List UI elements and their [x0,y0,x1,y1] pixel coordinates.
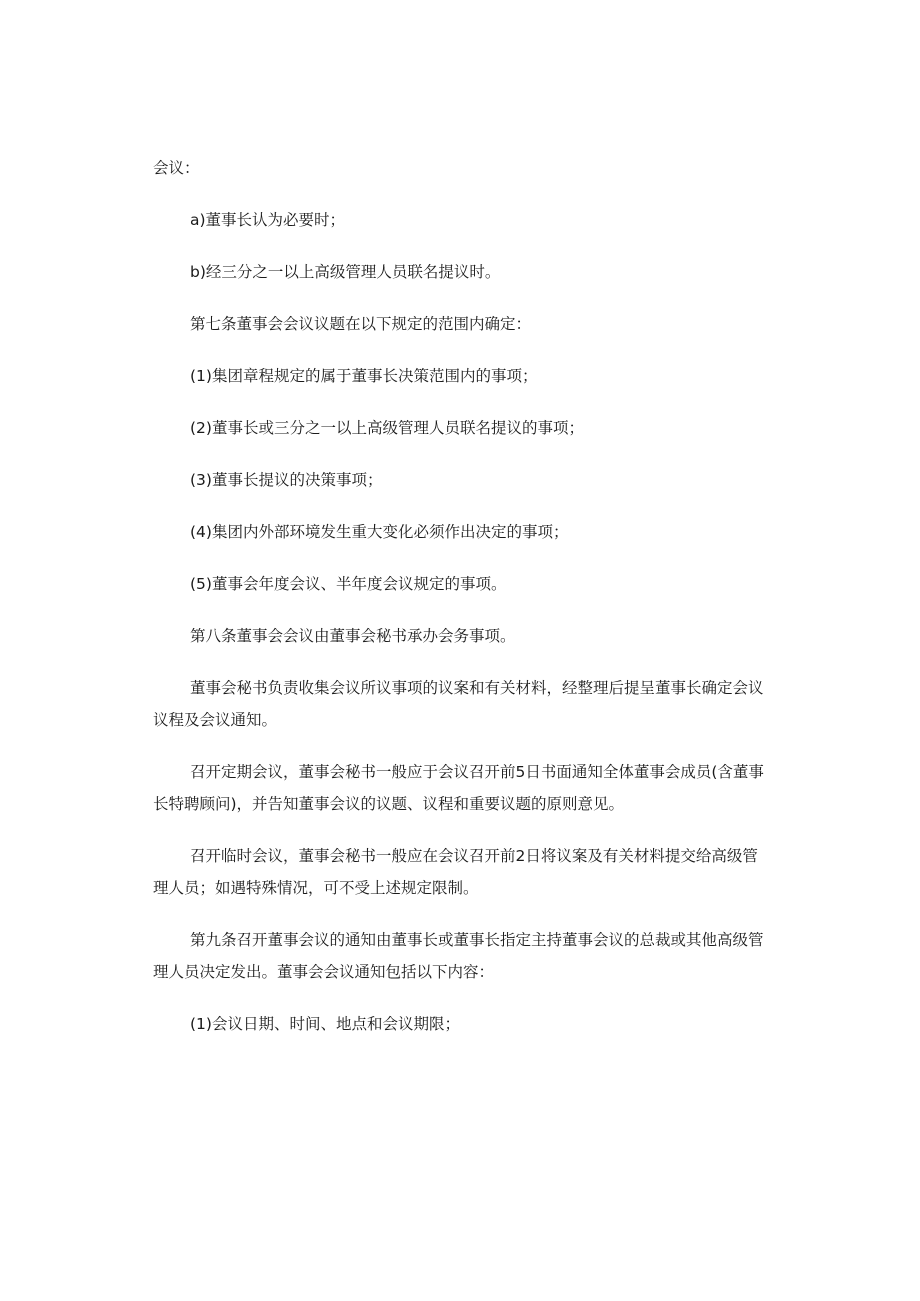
paragraph: 会议： [153,159,200,177]
paragraph: 召开定期会议，董事会秘书一般应于会议召开前5日书面通知全体董事会成员(含董事长特聘顾问)，并告知董事会议的议题、议程和重要议题的原则意见。 [153,763,764,813]
paragraph: b)经三分之一以上高级管理人员联名提议时。 [190,263,501,281]
paragraph: (1)集团章程规定的属于董事长决策范围内的事项； [190,367,538,385]
paragraph: (5)董事会年度会议、半年度会议规定的事项。 [190,575,507,593]
paragraph: (2)董事长或三分之一以上高级管理人员联名提议的事项； [190,419,584,437]
paragraph: 第九条召开董事会议的通知由董事长或董事长指定主持董事会议的总裁或其他高级管理人员决定发出。董事会会议通知包括以下内容： [153,931,764,981]
paragraph: (3)董事长提议的决策事项； [190,471,383,489]
paragraph: 董事会秘书负责收集会议所议事项的议案和有关材料，经整理后提呈董事长确定会议议程及会议通知。 [153,679,764,729]
paragraph: 第八条董事会会议由董事会秘书承办会务事项。 [190,627,516,645]
paragraph: (4)集团内外部环境发生重大变化必须作出决定的事项； [190,523,569,541]
document-body [153,152,773,1060]
paragraph: (1)会议日期、时间、地点和会议期限； [190,1015,460,1033]
paragraph: 召开临时会议，董事会秘书一般应在会议召开前2日将议案及有关材料提交给高级管理人员；如遇特殊情况，可不受上述规定限制。 [153,847,758,897]
paragraph: a)董事长认为必要时； [190,211,346,229]
paragraph: 第七条董事会会议议题在以下规定的范围内确定： [190,315,532,333]
